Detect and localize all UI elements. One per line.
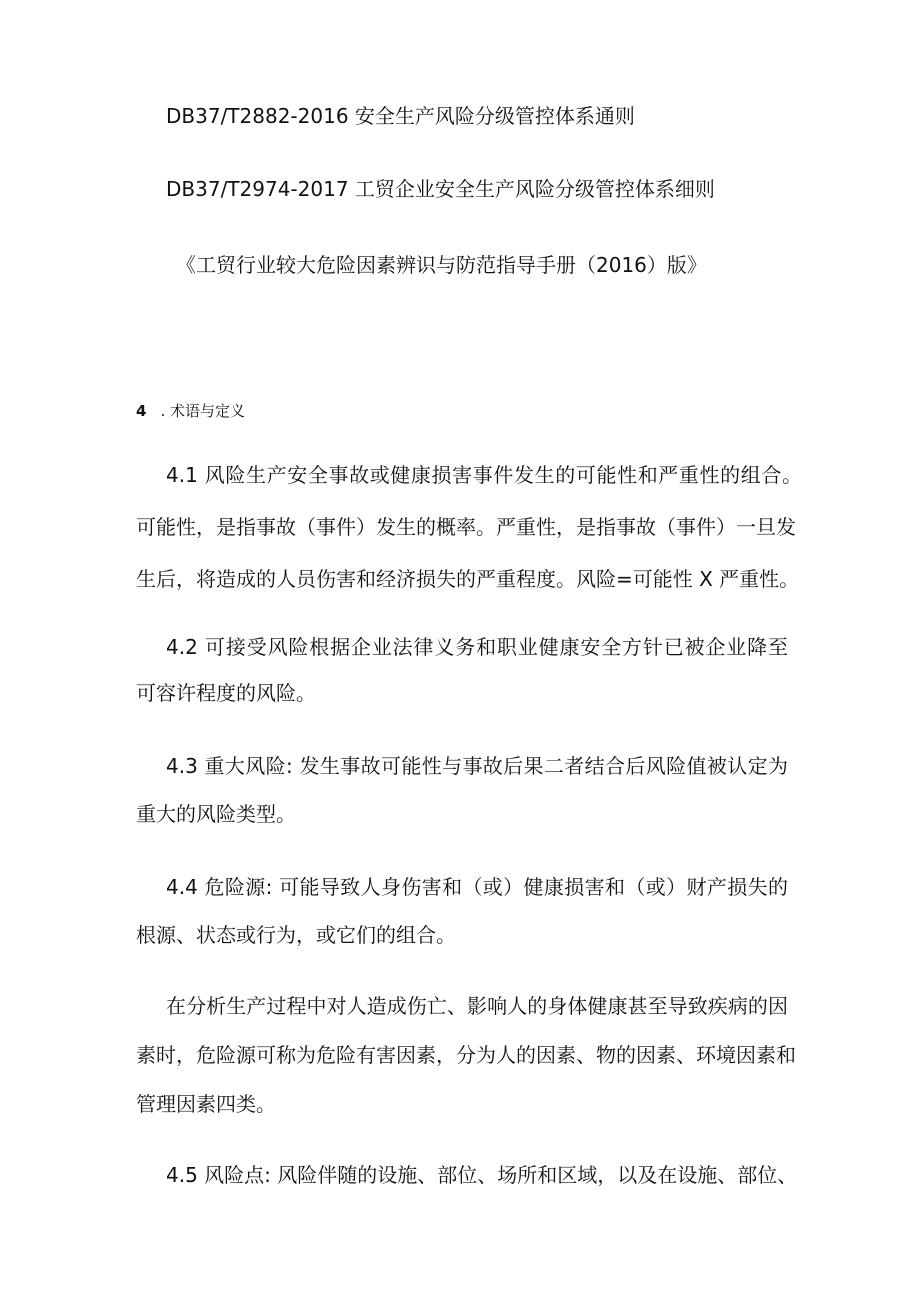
section-number: 4: [136, 402, 147, 420]
paragraph-4-1-line-1: 4.1 风险生产安全事故或健康损害事件发生的可能性和严重性的组合。: [166, 463, 802, 487]
reference-standard-2: DB37/T2974-2017 工贸企业安全生产风险分级管控体系细则: [166, 177, 715, 201]
reference-handbook: 《工贸行业较大危险因素辨识与防范指导手册（2016）版》: [176, 253, 707, 277]
section-heading: [136, 401, 245, 421]
section-title: . 术语与定义: [160, 402, 245, 420]
paragraph-hazard-factors-line-1: 在分析生产过程中对人造成伤亡、影响人的身体健康甚至导致疾病的因: [166, 994, 788, 1018]
paragraph-4-2-line-1: 4.2 可接受风险根据企业法律义务和职业健康安全方针已被企业降至: [166, 635, 788, 659]
paragraph-hazard-factors-line-3: 管理因素四类。: [136, 1092, 276, 1116]
paragraph-4-3-line-1: 4.3 重大风险: 发生事故可能性与事故后果二者结合后风险值被认定为: [166, 754, 788, 778]
reference-standard-1: DB37/T2882-2016 安全生产风险分级管控体系通则: [166, 104, 635, 128]
paragraph-4-4-line-1: 4.4 危险源: 可能导致人身伤害和（或）健康损害和（或）财产损失的: [166, 875, 788, 899]
paragraph-4-1-line-3: 生后，将造成的人员伤害和经济损失的严重程度。风险=可能性 X 严重性。: [136, 567, 800, 591]
paragraph-4-5-line-1: 4.5 风险点: 风险伴随的设施、部位、场所和区域，以及在设施、部位、: [166, 1163, 798, 1187]
paragraph-4-4-line-2: 根源、状态或行为，或它们的组合。: [136, 923, 456, 947]
paragraph-4-2-line-2: 可容许程度的风险。: [136, 681, 316, 705]
paragraph-4-3-line-2: 重大的风险类型。: [136, 802, 296, 826]
paragraph-4-1-line-2: 可能性，是指事故（事件）发生的概率。严重性，是指事故（事件）一旦发: [136, 515, 796, 539]
paragraph-hazard-factors-line-2: 素时，危险源可称为危险有害因素，分为人的因素、物的因素、环境因素和: [136, 1043, 796, 1067]
